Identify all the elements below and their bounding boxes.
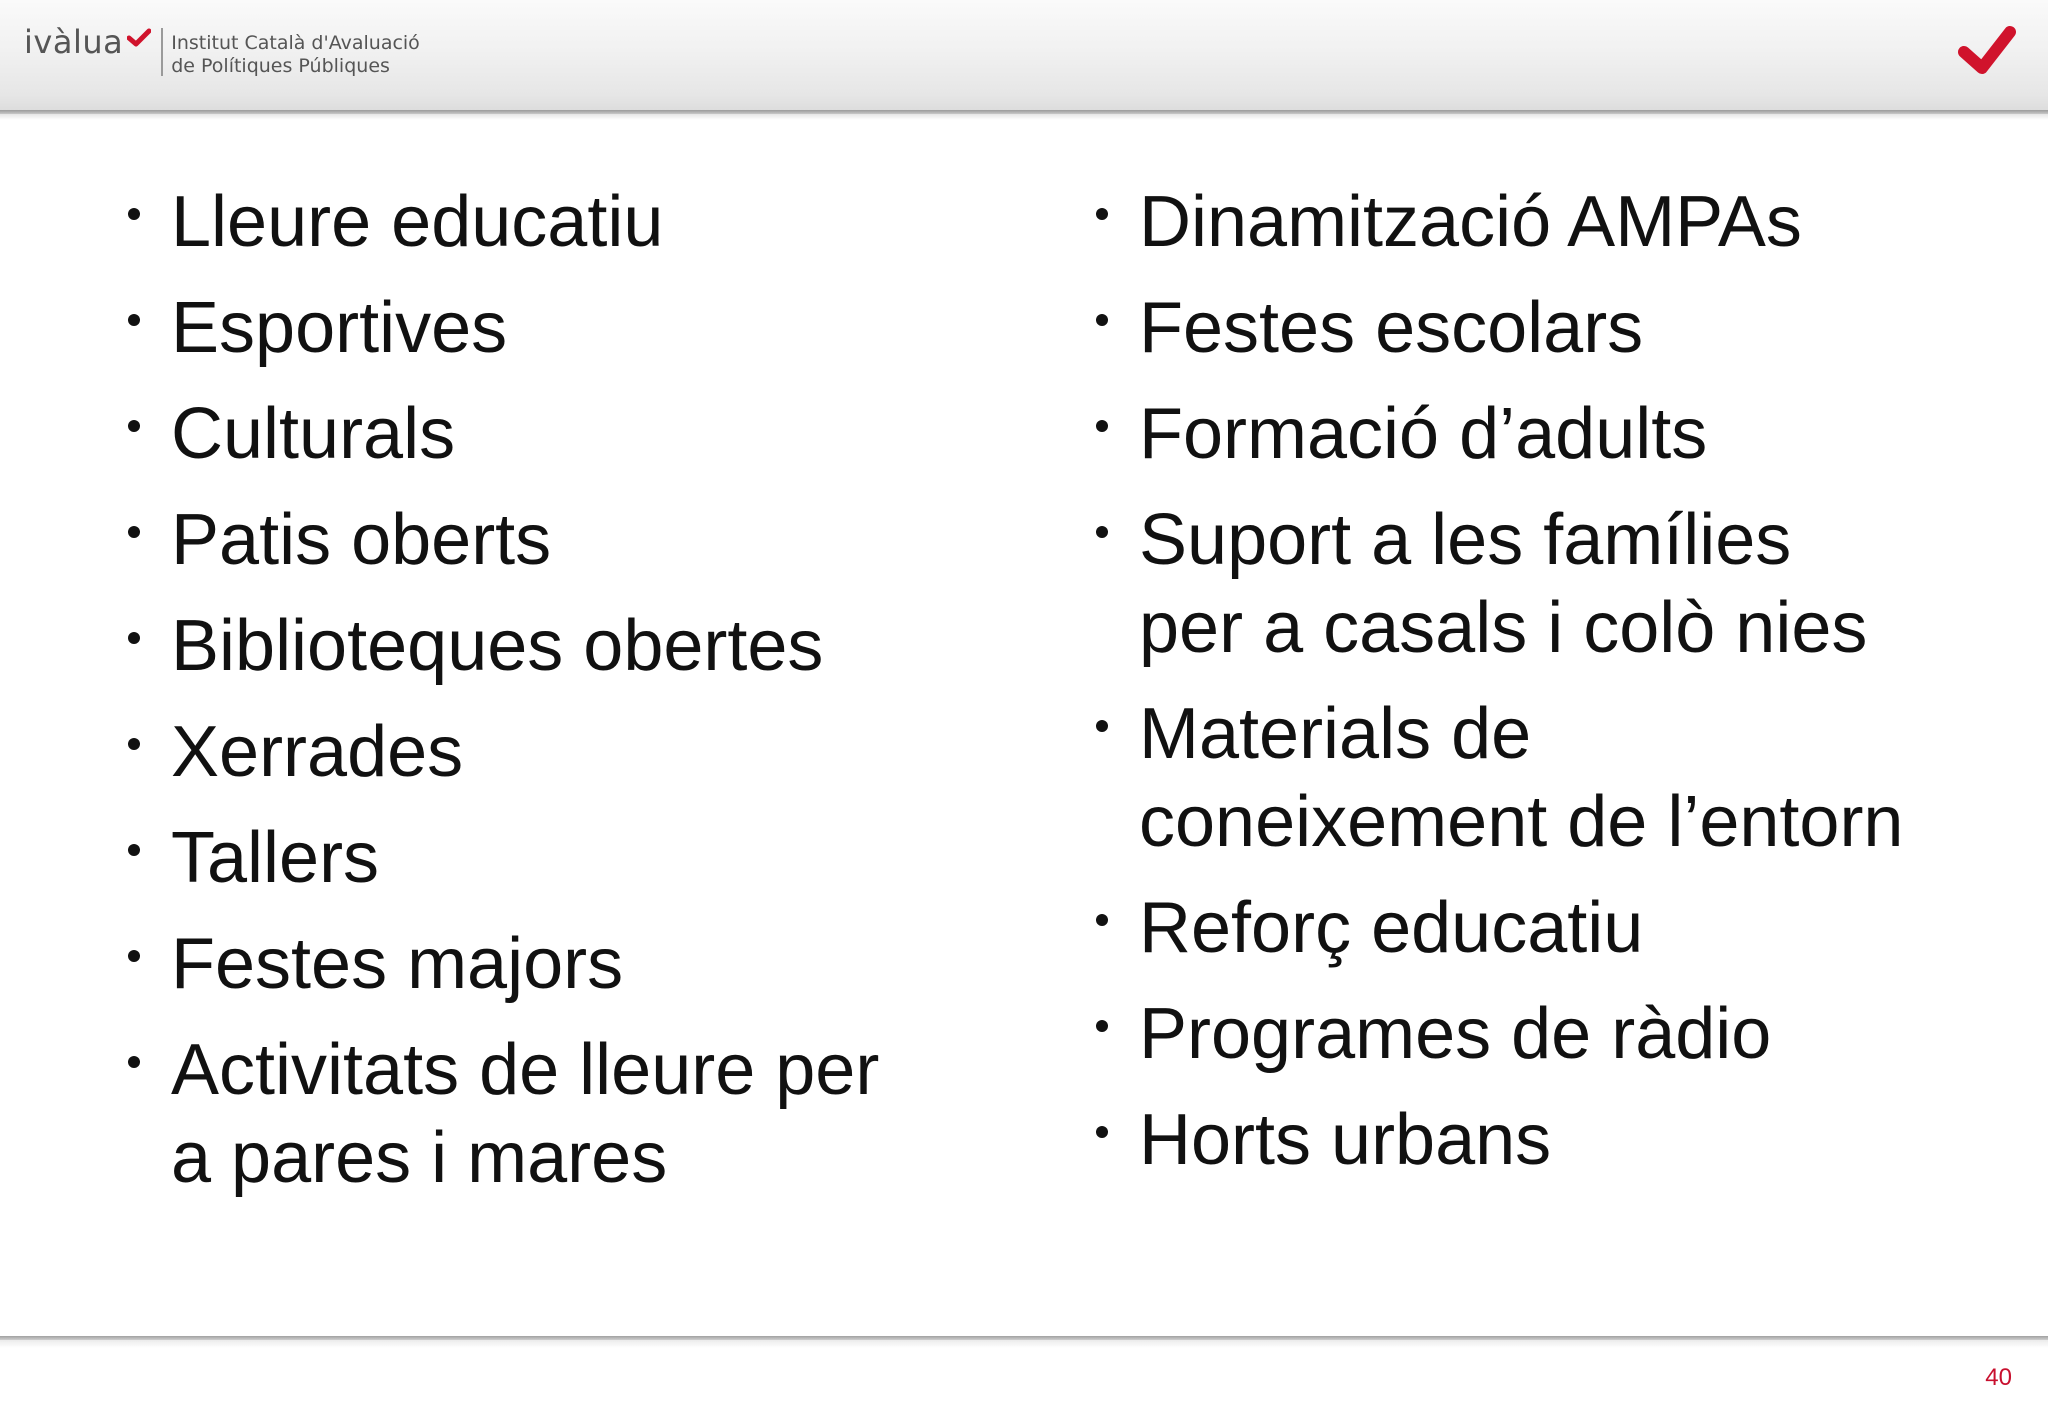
right-bullet-list (1096, 178, 2036, 1184)
bullet-dot-icon (1096, 914, 1108, 926)
bullet-dot-icon (1096, 526, 1108, 538)
list-item (128, 814, 1008, 902)
list-item-line: Xerrades (171, 712, 464, 792)
bullet-dot-icon (128, 420, 140, 432)
list-item-text (171, 708, 1008, 796)
bullet-dot-icon (128, 738, 140, 750)
list-item-text (171, 390, 1008, 478)
list-item-text (1139, 390, 2036, 478)
list-item-line: Biblioteques obertes (171, 606, 824, 686)
list-item (128, 496, 1008, 584)
bullet-dot-icon (1096, 1126, 1108, 1138)
list-item (128, 178, 1008, 266)
list-item-text (171, 602, 1008, 690)
list-item (1096, 1096, 2036, 1184)
bullet-dot-icon (1096, 1020, 1108, 1032)
list-item-line: coneixement de l’entorn (1139, 782, 1904, 862)
list-item-text (171, 814, 1008, 902)
list-item (1096, 284, 2036, 372)
list-item-text (1139, 690, 2036, 866)
institute-name-line-1: Institut Català d'Avaluació (171, 32, 420, 54)
list-item-text (171, 1026, 1008, 1202)
list-item-line: Activitats de lleure per (171, 1030, 880, 1110)
list-item-line: Horts urbans (1139, 1100, 1552, 1180)
footer-shadow (0, 1340, 2048, 1348)
bullet-dot-icon (1096, 208, 1108, 220)
ivalua-logo (24, 22, 420, 78)
list-item-line: Culturals (171, 394, 456, 474)
list-item-line: Reforç educatiu (1139, 888, 1644, 968)
list-item-line: Patis oberts (171, 500, 552, 580)
checkmark-icon (1958, 22, 2016, 80)
bullet-dot-icon (128, 526, 140, 538)
institute-name (171, 32, 420, 78)
list-item (1096, 884, 2036, 972)
bullet-dot-icon (1096, 420, 1108, 432)
list-item (128, 390, 1008, 478)
list-item-line: Festes escolars (1139, 288, 1644, 368)
list-item (128, 1026, 1008, 1202)
list-item-text (1139, 178, 2036, 266)
header-shadow (0, 114, 2048, 120)
list-item-text (171, 496, 1008, 584)
bullet-dot-icon (1096, 720, 1108, 732)
bullet-dot-icon (128, 1056, 140, 1068)
list-item (1096, 690, 2036, 866)
list-item-text (1139, 884, 2036, 972)
bullet-dot-icon (128, 314, 140, 326)
list-item-text (171, 178, 1008, 266)
list-item (128, 708, 1008, 796)
institute-name-line-2: de Polítiques Públiques (171, 55, 390, 77)
header-bar (0, 0, 2048, 112)
page-number: 40 (1985, 1364, 2012, 1391)
list-item-text (171, 920, 1008, 1008)
checkmark-icon (127, 28, 151, 48)
list-item-text (1139, 1096, 2036, 1184)
logo-separator (161, 28, 163, 76)
bullet-dot-icon (1096, 314, 1108, 326)
list-item-line: a pares i mares (171, 1118, 668, 1198)
list-item (1096, 390, 2036, 478)
list-item-line: per a casals i colò nies (1139, 588, 1868, 668)
list-item-line: Esportives (171, 288, 508, 368)
list-item (128, 602, 1008, 690)
left-bullet-list (128, 178, 1008, 1202)
list-item-text (1139, 496, 2036, 672)
list-item-text (171, 284, 1008, 372)
list-item (128, 920, 1008, 1008)
list-item (1096, 178, 2036, 266)
list-item-line: Festes majors (171, 924, 624, 1004)
left-column (128, 178, 1008, 1220)
list-item (1096, 990, 2036, 1078)
right-column (1096, 178, 2036, 1202)
list-item-line: Formació d’adults (1139, 394, 1708, 474)
list-item-line: Dinamització AMPAs (1139, 182, 1802, 262)
list-item-line: Suport a les famílies (1139, 500, 1792, 580)
bullet-dot-icon (128, 632, 140, 644)
logo-wordmark: ivàlua (24, 23, 124, 61)
list-item-line: Lleure educatiu (171, 182, 664, 262)
list-item-line: Tallers (171, 818, 380, 898)
list-item (128, 284, 1008, 372)
list-item (1096, 496, 2036, 672)
bullet-dot-icon (128, 844, 140, 856)
list-item-text (1139, 990, 2036, 1078)
list-item-line: Materials de (1139, 694, 1532, 774)
list-item-text (1139, 284, 2036, 372)
bullet-dot-icon (128, 208, 140, 220)
bullet-dot-icon (128, 950, 140, 962)
list-item-line: Programes de ràdio (1139, 994, 1772, 1074)
